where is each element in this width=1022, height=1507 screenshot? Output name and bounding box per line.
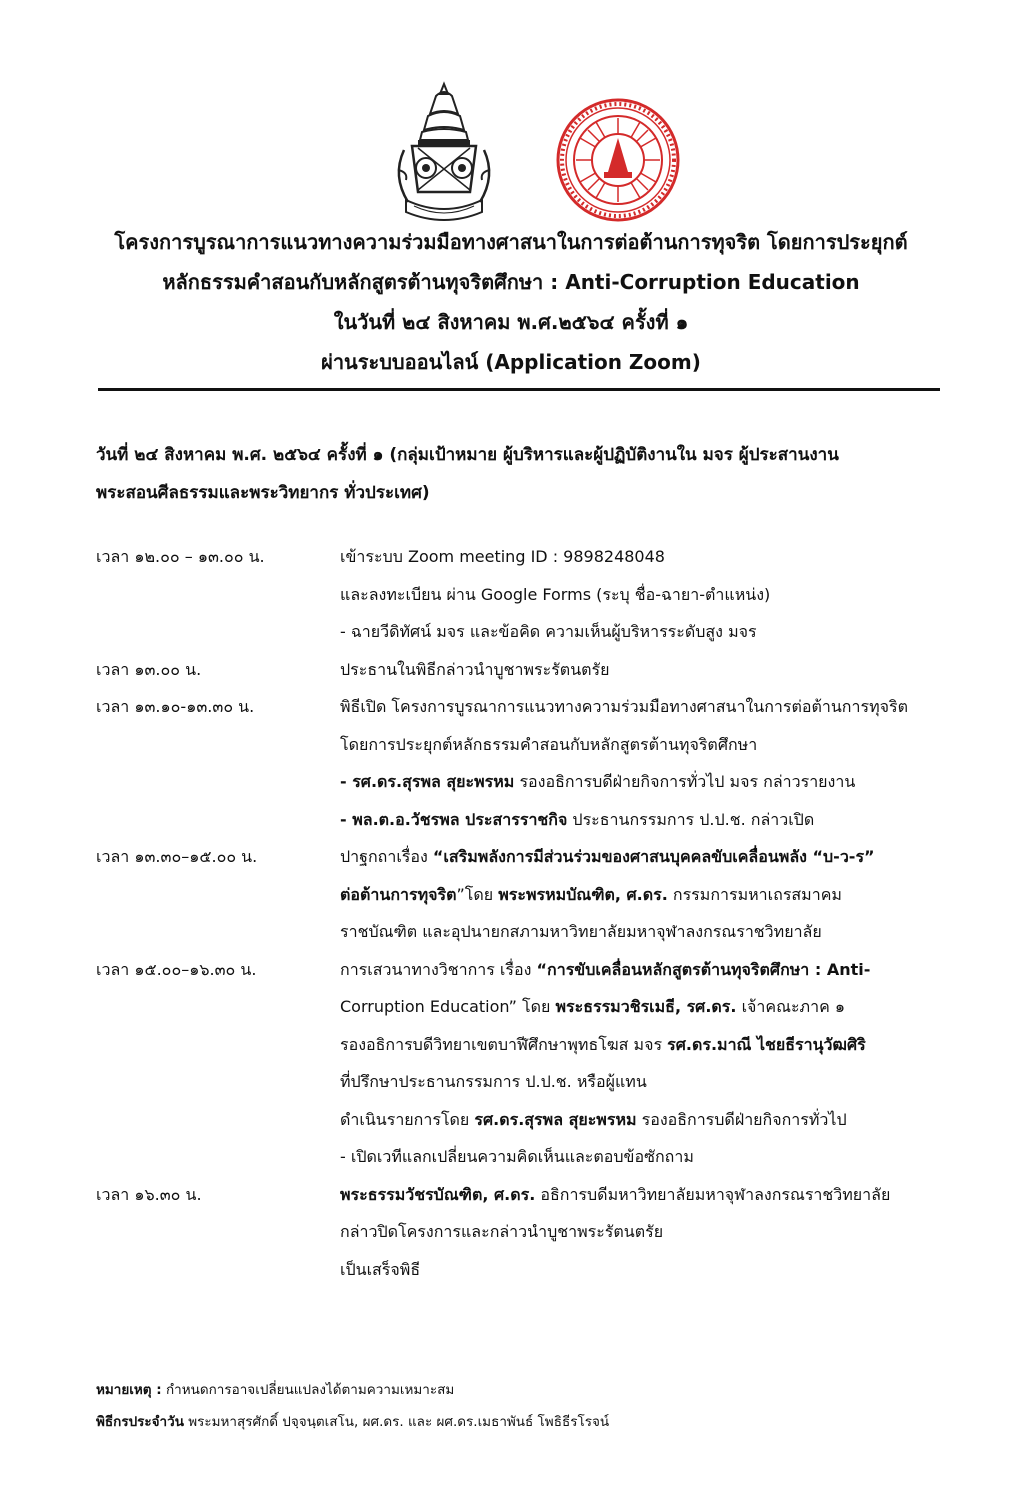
- text-span: รองอธิการบดีฝ่ายกิจการทั่วไป: [636, 1109, 847, 1129]
- header-divider: [98, 388, 940, 391]
- text-span: - ฉายวีดิทัศน์ มจร และข้อคิด ความเห็นผู้บริหารระดับสูง มจร: [340, 622, 757, 641]
- schedule: [96, 538, 956, 1288]
- bold-text: พระธรรมวชิรเมธี, รศ.ดร.: [555, 997, 737, 1016]
- schedule-description: [340, 538, 956, 651]
- schedule-description: [340, 838, 956, 951]
- university-seal-icon: [556, 98, 680, 222]
- bold-text: รศ.ดร.มาณี ไชยธีรานุวัฒศิริ: [667, 1034, 866, 1054]
- schedule-time: เวลา ๑๓.๓๐–๑๕.๐๐ น.: [96, 847, 258, 866]
- schedule-description: [340, 688, 956, 838]
- schedule-line: [340, 838, 956, 876]
- bold-text: พระธรรมวัชรบัณฑิต, ศ.ดร.: [340, 1184, 536, 1204]
- text-span: ปาฐกถาเรื่อง: [340, 847, 433, 866]
- mc-text: พระมหาสุรศักดิ์ ปจฺจนฺตเสโน, ผศ.ดร. และ ผศ.ดร.เมธาพันธ์ โพธิธีรโรจน์: [183, 1414, 610, 1430]
- text-span: ที่ปรึกษาประธานกรรมการ ป.ป.ช. หรือผู้แทน: [340, 1072, 647, 1091]
- schedule-time: เวลา ๑๓.๐๐ น.: [96, 659, 202, 679]
- text-span: ประธานในพิธีกล่าวนำบูชาพระรัตนตรัย: [340, 659, 610, 679]
- text-span: รองอธิการบดีฝ่ายกิจการทั่วไป มจร กล่าวรายงาน: [514, 772, 856, 791]
- schedule-description: [340, 951, 956, 1176]
- bold-text: - รศ.ดร.สุรพล สุยะพรหม: [340, 772, 515, 791]
- text-span: ดำเนินรายการโดย: [340, 1109, 475, 1129]
- schedule-line: [340, 1251, 956, 1289]
- schedule-line: [340, 1063, 956, 1101]
- schedule-line: [340, 988, 956, 1026]
- schedule-line: [340, 726, 956, 764]
- text-span: กรรมการมหาเถรสมาคม: [667, 884, 842, 904]
- schedule-item: [96, 651, 956, 689]
- schedule-line: [340, 688, 956, 726]
- target-group: [96, 436, 946, 512]
- text-span: เข้าระบบ Zoom meeting ID : 9898248048: [340, 547, 665, 566]
- schedule-line: [340, 1026, 956, 1064]
- schedule-line: [340, 876, 956, 914]
- header-line-3: ในวันที่ ๒๔ สิงหาคม พ.ศ.๒๕๖๔ ครั้งที่ ๑: [333, 310, 689, 334]
- schedule-item: [96, 538, 956, 651]
- schedule-line: [340, 1138, 956, 1176]
- mc-label: พิธีกรประจำวัน: [96, 1414, 184, 1430]
- schedule-description: [340, 1176, 956, 1289]
- note-text: กำหนดการอาจเปลี่ยนแปลงได้ตามความเหมาะสม: [161, 1382, 455, 1398]
- text-span: ประธานกรรมการ ป.ป.ช. กล่าวเปิด: [567, 809, 815, 829]
- schedule-description: [340, 651, 956, 689]
- text-span: และลงทะเบียน ผ่าน Google Forms (ระบุ ชื่อ-ฉายา-ตำแหน่ง): [340, 584, 771, 604]
- schedule-item: [96, 1176, 956, 1289]
- schedule-line: [340, 538, 956, 576]
- schedule-line: [340, 1101, 956, 1139]
- bold-text: “การขับเคลื่อนหลักสูตรต้านทุจริตศึกษา : Anti-: [536, 959, 871, 979]
- text-span: ”โดย: [456, 884, 499, 904]
- schedule-item: [96, 838, 956, 951]
- schedule-time: เวลา ๑๕.๐๐–๑๖.๓๐ น.: [96, 959, 257, 979]
- schedule-time: เวลา ๑๖.๓๐ น.: [96, 1184, 202, 1204]
- schedule-line: [340, 1176, 956, 1214]
- schedule-time: เวลา ๑๓.๑๐-๑๓.๓๐ น.: [96, 697, 255, 716]
- bold-text: “เสริมพลังการมีส่วนร่วมของศาสนบุคคลขับเคลื่อนพลัง “บ-ว-ร”: [432, 847, 875, 866]
- text-span: พิธีเปิด โครงการบูรณาการแนวทางความร่วมมือทางศาสนาในการต่อต้านการทุจริต: [340, 697, 908, 716]
- document-header: [60, 222, 962, 382]
- bold-text: พระพรหมบัณฑิต, ศ.ดร.: [498, 884, 668, 904]
- logo-area: [0, 80, 1022, 230]
- bold-text: - พล.ต.อ.วัชรพล ประสารราชกิจ: [340, 809, 568, 829]
- text-span: อธิการบดีมหาวิทยาลัยมหาจุฬาลงกรณราชวิทยาลัย: [535, 1184, 891, 1204]
- note-label: หมายเหตุ :: [96, 1382, 162, 1398]
- header-line-1: โครงการบูรณาการแนวทางความร่วมมือทางศาสนาในการต่อต้านการทุจริต โดยการประยุกต์: [114, 230, 908, 254]
- text-span: การเสวนาทางวิชาการ เรื่อง: [340, 959, 537, 979]
- footer-note: [96, 1374, 956, 1406]
- footer: [96, 1374, 956, 1438]
- schedule-item: [96, 951, 956, 1176]
- text-span: กล่าวปิดโครงการและกล่าวนำบูชาพระรัตนตรัย: [340, 1222, 664, 1241]
- text-span: Corruption Education: [340, 997, 509, 1016]
- schedule-time: เวลา ๑๒.๐๐ – ๑๓.๐๐ น.: [96, 547, 265, 566]
- schedule-line: [340, 651, 956, 689]
- target-line-1: วันที่ ๒๔ สิงหาคม พ.ศ. ๒๕๖๔ ครั้งที่ ๑ (กลุ่มเป้าหมาย ผู้บริหารและผู้ปฏิบัติงานใน มจร ผู้ประสานงาน: [96, 445, 839, 465]
- header-line-2: หลักธรรมคำสอนกับหลักสูตรต้านทุจริตศึกษา : Anti-Corruption Education: [162, 270, 860, 294]
- header-line-4: ผ่านระบบออนไลน์ (Application Zoom): [321, 350, 701, 374]
- schedule-line: [340, 801, 956, 839]
- ministry-seal-icon: [388, 80, 500, 230]
- schedule-line: [340, 613, 956, 651]
- bold-text: รศ.ดร.สุรพล สุยะพรหม: [474, 1109, 637, 1129]
- schedule-line: [340, 763, 956, 801]
- text-span: รองอธิการบดีวิทยาเขตบาฬีศึกษาพุทธโฆส มจร: [340, 1034, 668, 1054]
- text-span: ราชบัณฑิต และอุปนายกสภามหาวิทยาลัยมหาจุฬาลงกรณราชวิทยาลัย: [340, 922, 822, 941]
- schedule-item: [96, 688, 956, 838]
- text-span: เป็นเสร็จพิธี: [340, 1259, 421, 1279]
- schedule-line: [340, 913, 956, 951]
- footer-mc: [96, 1406, 956, 1438]
- target-line-2: พระสอนศีลธรรมและพระวิทยากร ทั่วประเทศ): [96, 483, 430, 503]
- schedule-line: [340, 1213, 956, 1251]
- schedule-line: [340, 576, 956, 614]
- schedule-line: [340, 951, 956, 989]
- text-span: ” โดย: [508, 997, 556, 1016]
- text-span: เจ้าคณะภาค ๑: [736, 997, 846, 1016]
- text-span: - เปิดเวทีแลกเปลี่ยนความคิดเห็นและตอบข้อซักถาม: [340, 1147, 694, 1166]
- text-span: โดยการประยุกต์หลักธรรมคำสอนกับหลักสูตรต้านทุจริตศึกษา: [340, 734, 758, 754]
- bold-text: ต่อต้านการทุจริต: [340, 884, 457, 904]
